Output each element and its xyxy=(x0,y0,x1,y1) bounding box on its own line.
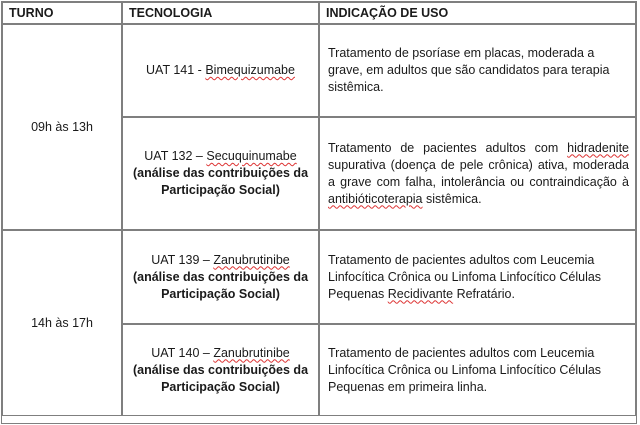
tech-drug: Secuquinumabe xyxy=(206,149,297,163)
turno-morning: 09h às 13h xyxy=(2,24,122,230)
indication-term: Recidivante xyxy=(387,286,454,301)
tech-drug: Zanubrutinibe xyxy=(213,252,290,267)
indication-text: Tratamento de pacientes adultos com Leucemia Linfocítica Crônica ou Linfoma Linfocítico Células Pequenas xyxy=(328,252,602,301)
tech-cell xyxy=(122,117,319,230)
schedule-table xyxy=(2,2,636,416)
turno-afternoon: 14h às 17h xyxy=(2,230,122,416)
header-turno: TURNO xyxy=(2,2,122,24)
tech-prefix: UAT 141 - xyxy=(146,63,206,77)
tech-cell xyxy=(122,230,319,324)
indication-cell: Tratamento de pacientes adultos com Leucemia Linfocítica Crônica ou Linfoma Linfocítico Células Pequenas em primeira linha. xyxy=(319,324,636,416)
tech-prefix: UAT 132 – xyxy=(144,149,207,163)
tech-prefix: UAT 140 – xyxy=(151,345,214,360)
indication-text: Refratário. xyxy=(453,286,515,301)
tech-drug: Zanubrutinibe xyxy=(213,345,290,360)
indication-term: hidradenite xyxy=(567,140,629,155)
tech-note: (análise das contribuições da Participação Social) xyxy=(132,269,309,301)
tech-note: (análise das contribuições da Participação Social) xyxy=(132,362,309,394)
indication-text: supurativa (doença de pele crônica) ativa, moderada a grave com falha, intolerância ou contraindicação à xyxy=(328,157,629,189)
table-row xyxy=(2,230,636,324)
header-row xyxy=(2,2,636,24)
indication-text: Tratamento de pacientes adultos com xyxy=(328,140,568,155)
indication-term: antibióticoterapia xyxy=(328,191,423,206)
tech-cell xyxy=(122,324,319,416)
indication-cell: Tratamento de psoríase em placas, moderada a grave, em adultos que são candidatos para terapia sistêmica. xyxy=(319,24,636,117)
header-indicacao: INDICAÇÃO DE USO xyxy=(319,2,636,24)
indication-text: sistêmica. xyxy=(422,191,482,206)
table-row xyxy=(2,24,636,117)
tech-drug: Bimequizumabe xyxy=(205,63,295,77)
tech-cell xyxy=(122,24,319,117)
header-tecnologia: TECNOLOGIA xyxy=(122,2,319,24)
tech-note: (análise das contribuições da Participação Social) xyxy=(132,166,309,197)
indication-cell xyxy=(319,230,636,324)
tech-prefix: UAT 139 – xyxy=(151,252,214,267)
indication-cell xyxy=(319,117,636,230)
